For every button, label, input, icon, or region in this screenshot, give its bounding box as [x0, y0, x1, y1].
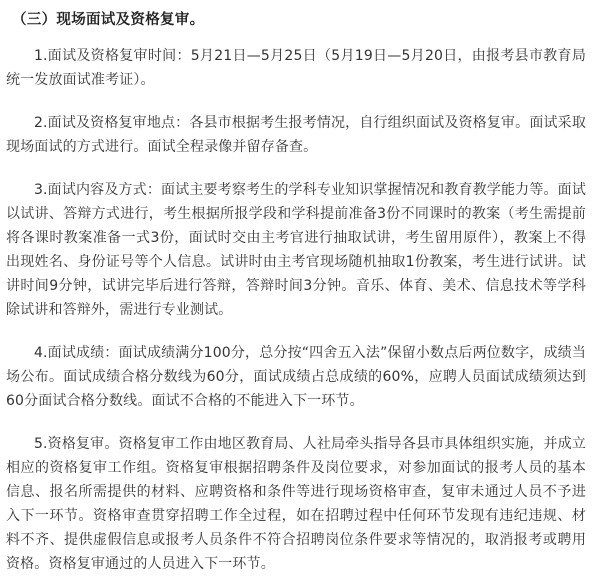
paragraph-qualification-review: 5.资格复审。资格复审工作由地区教育局、人社局牵头指导各县市具体组织实施，并成立相应的资格复审工作组。资格复审根据招聘条件及岗位要求，对参加面试的报考人员的基本信息、报名所需提供的材料、应聘资格和条件等进行现场资格审查，复审未通过人员不予进入下一环节。资格审查贯穿招聘工作全过程，如在招聘过程中任何环节发现有违纪违规、材料不齐、提供虚假信息或报考人员条件不符合招聘岗位条件要求等情况的，取消报考或聘用资格。资格复审通过的人员进入下一环节。 — [6, 436, 586, 572]
paragraph-score: 4.面试成绩：面试成绩满分100分，总分按“四舍五入法”保留小数点后两位数字，成绩当场公布。面试成绩合格分数线为60分，面试成绩占总成绩的60%，应聘人员面试成绩须达到60分面试合格分数线。面试不合格的不能进入下一环节。 — [6, 345, 586, 409]
paragraph-content-method: 3.面试内容及方式：面试主要考察考生的学科专业知识掌握情况和教育教学能力等。面试以试讲、答辩方式进行，考生根据所报学段和学科提前准备3份不同课时的教案（考生需提前将各课时教案准备一式3份，面试时交由主考官进行抽取试讲，考生留用原件），教案上不得出现姓名、身份证号等个人信息。试讲时由主考官现场随机抽取1份教案，考生进行试讲。试讲时间9分钟，试讲完毕后进行答辩，答辩时间3分钟。音乐、体育、美术、信息技术等学科除试讲和答辩外，需进行专业测试。 — [6, 182, 586, 318]
section-heading: （三）现场面试及资格复审。 — [12, 12, 205, 28]
paragraph-time: 1.面试及资格复审时间：5月21日—5月25日（5月19日—5月20日，由报考县市教育局统一发放面试准考证）。 — [6, 48, 586, 88]
paragraph-location: 2.面试及资格复审地点：各县市根据考生报考情况，自行组织面试及资格复审。面试采取现场面试的方式进行。面试全程录像并留存备查。 — [6, 115, 586, 155]
